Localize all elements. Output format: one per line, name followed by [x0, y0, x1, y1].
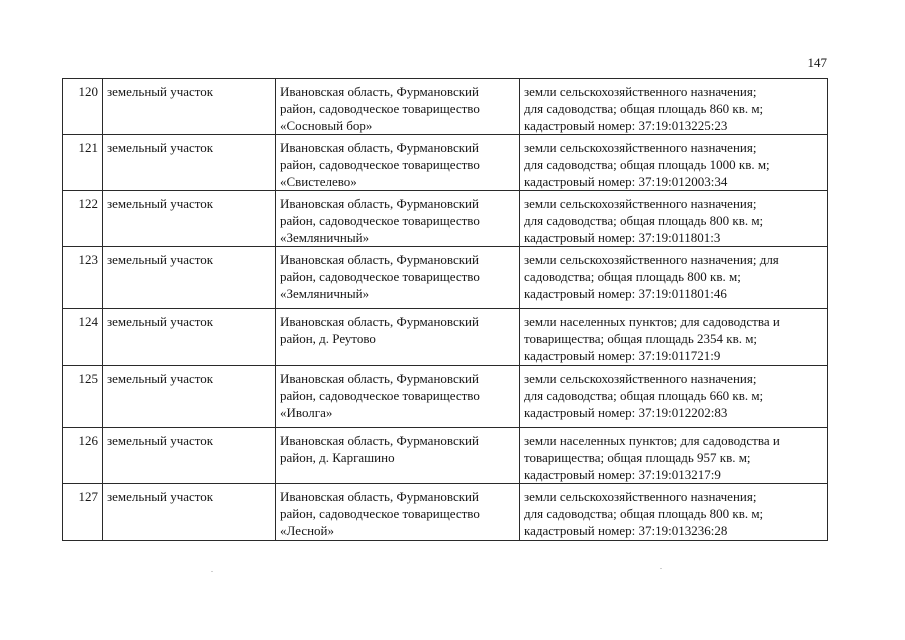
description-line: земли населенных пунктов; для садоводства и: [524, 314, 780, 329]
description-line: кадастровый номер: 37:19:011801:3: [524, 230, 721, 245]
address-line: «Лесной»: [280, 523, 335, 538]
description-line: земли сельскохозяйственного назначения;: [524, 196, 757, 211]
description-line: земли сельскохозяйственного назначения; для: [524, 252, 779, 267]
row-number: 122: [63, 191, 103, 247]
property-description: [520, 247, 828, 309]
address-line: район, садоводческое товарищество: [280, 388, 480, 403]
property-type: земельный участок: [103, 135, 276, 191]
property-description: [520, 428, 828, 484]
description-line: кадастровый номер: 37:19:012202:83: [524, 405, 728, 420]
property-type: земельный участок: [103, 79, 276, 135]
table-row: [63, 309, 828, 366]
address-line: район, садоводческое товарищество: [280, 213, 480, 228]
property-description: [520, 309, 828, 366]
table-row: [63, 247, 828, 309]
address-line: Ивановская область, Фурмановский: [280, 196, 479, 211]
property-type: земельный участок: [103, 366, 276, 428]
description-line: земли сельскохозяйственного назначения;: [524, 489, 757, 504]
row-number: 120: [63, 79, 103, 135]
row-number: 127: [63, 484, 103, 541]
description-line: земли населенных пунктов; для садоводства и: [524, 433, 780, 448]
property-address: [276, 247, 520, 309]
property-description: [520, 484, 828, 541]
scan-speck: [660, 568, 662, 569]
property-description: [520, 366, 828, 428]
description-line: кадастровый номер: 37:19:011721:9: [524, 348, 721, 363]
address-line: Ивановская область, Фурмановский: [280, 140, 479, 155]
description-line: товарищества; общая площадь 957 кв. м;: [524, 450, 751, 465]
description-line: для садоводства; общая площадь 1000 кв. м;: [524, 157, 770, 172]
description-line: для садоводства; общая площадь 660 кв. м;: [524, 388, 764, 403]
property-address: [276, 484, 520, 541]
description-line: для садоводства; общая площадь 800 кв. м;: [524, 213, 764, 228]
description-line: кадастровый номер: 37:19:013217:9: [524, 467, 721, 482]
property-address: [276, 191, 520, 247]
address-line: Ивановская область, Фурмановский: [280, 314, 479, 329]
land-plot-table: [62, 78, 828, 541]
property-type: земельный участок: [103, 484, 276, 541]
row-number: 125: [63, 366, 103, 428]
address-line: район, садоводческое товарищество: [280, 157, 480, 172]
address-line: Ивановская область, Фурмановский: [280, 489, 479, 504]
property-description: [520, 79, 828, 135]
row-number: 123: [63, 247, 103, 309]
address-line: район, д. Реутово: [280, 331, 376, 346]
address-line: «Свистелево»: [280, 174, 357, 189]
description-line: кадастровый номер: 37:19:013236:28: [524, 523, 728, 538]
property-address: [276, 135, 520, 191]
description-line: земли сельскохозяйственного назначения;: [524, 140, 757, 155]
property-address: [276, 366, 520, 428]
table-row: [63, 366, 828, 428]
table-row: [63, 135, 828, 191]
description-line: кадастровый номер: 37:19:013225:23: [524, 118, 728, 133]
row-number: 126: [63, 428, 103, 484]
address-line: Ивановская область, Фурмановский: [280, 433, 479, 448]
address-line: «Земляничный»: [280, 286, 370, 301]
table-row: [63, 191, 828, 247]
property-description: [520, 135, 828, 191]
address-line: «Иволга»: [280, 405, 333, 420]
property-type: земельный участок: [103, 428, 276, 484]
address-line: Ивановская область, Фурмановский: [280, 371, 479, 386]
property-type: земельный участок: [103, 247, 276, 309]
row-number: 124: [63, 309, 103, 366]
description-line: земли сельскохозяйственного назначения;: [524, 371, 757, 386]
description-line: кадастровый номер: 37:19:012003:34: [524, 174, 728, 189]
page-number: 147: [807, 55, 827, 70]
scan-speck: [211, 571, 213, 572]
table-row: [63, 79, 828, 135]
property-description: [520, 191, 828, 247]
property-address: [276, 309, 520, 366]
address-line: Ивановская область, Фурмановский: [280, 252, 479, 267]
description-line: для садоводства; общая площадь 800 кв. м;: [524, 506, 764, 521]
address-line: район, д. Каргашино: [280, 450, 395, 465]
description-line: земли сельскохозяйственного назначения;: [524, 84, 757, 99]
address-line: район, садоводческое товарищество: [280, 101, 480, 116]
row-number: 121: [63, 135, 103, 191]
table-row: [63, 484, 828, 541]
address-line: район, садоводческое товарищество: [280, 506, 480, 521]
property-address: [276, 79, 520, 135]
property-type: земельный участок: [103, 309, 276, 366]
description-line: товарищества; общая площадь 2354 кв. м;: [524, 331, 758, 346]
address-line: Ивановская область, Фурмановский: [280, 84, 479, 99]
table-row: [63, 428, 828, 484]
address-line: район, садоводческое товарищество: [280, 269, 480, 284]
table-body: [63, 79, 828, 541]
property-type: земельный участок: [103, 191, 276, 247]
description-line: кадастровый номер: 37:19:011801:46: [524, 286, 727, 301]
property-address: [276, 428, 520, 484]
address-line: «Земляничный»: [280, 230, 370, 245]
description-line: для садоводства; общая площадь 860 кв. м;: [524, 101, 764, 116]
description-line: садоводства; общая площадь 800 кв. м;: [524, 269, 741, 284]
address-line: «Сосновый бор»: [280, 118, 373, 133]
